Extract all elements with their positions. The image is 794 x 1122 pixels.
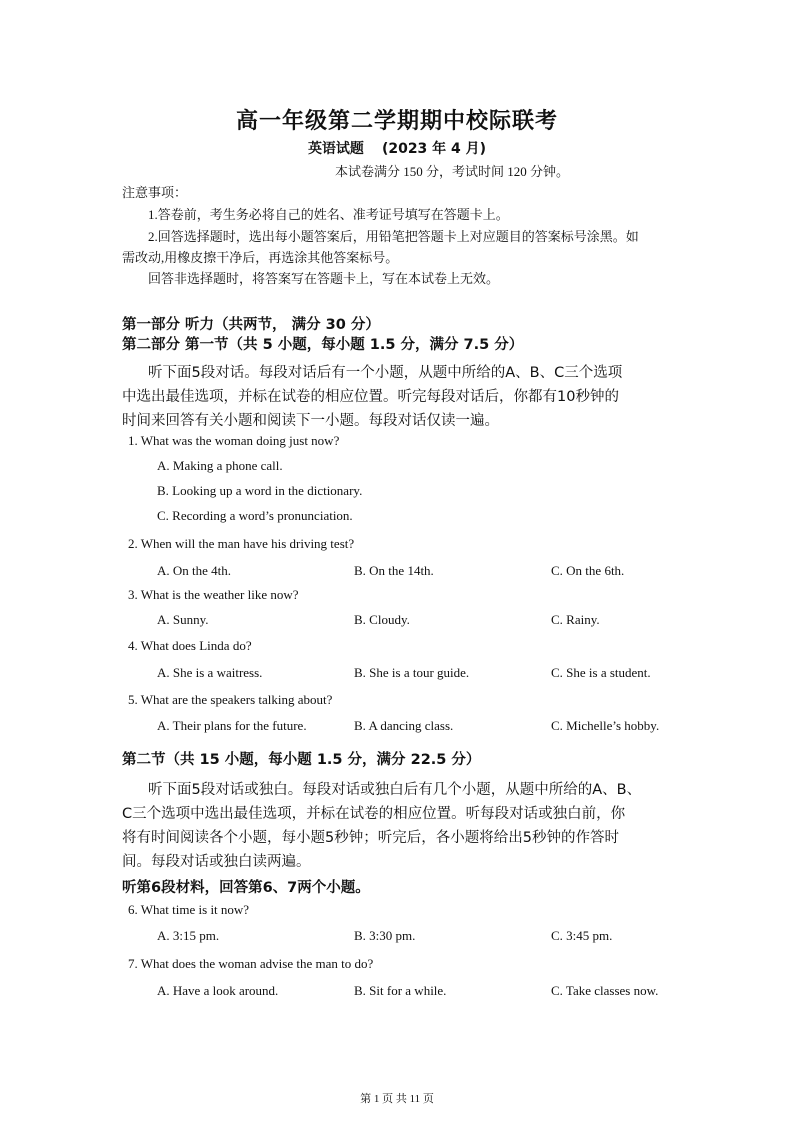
instruction-line: C三个选项中选出最佳选项，并标在试卷的相应位置。听每段对话或独白前，你 [122,806,626,822]
q1-option-c: C. Recording a word’s pronunciation. [157,508,353,523]
question-4: 4. What does Linda do? [128,638,252,653]
q1-option-b: B. Looking up a word in the dictionary. [157,483,363,498]
question-1: 1. What was the woman doing just now? [128,433,340,448]
q7-option-c: C. Take classes now. [551,983,659,998]
subject-label: 英语试题 [307,141,364,157]
question-5: 5. What are the speakers talking about? [128,692,333,707]
exam-title: 高一年级第二学期期中校际联考 [235,109,558,134]
question-2: 2. When will the man have his driving test? [128,536,355,551]
score-info: 本试卷满分 150 分，考试时间 120 分钟。 [334,164,569,179]
exam-date: (2023 年 4 月) [381,141,487,157]
q5-option-a: A. Their plans for the future. [157,718,307,733]
q7-option-a: A. Have a look around. [157,983,279,998]
notes-heading: 注意事项： [122,185,188,200]
q7-option-b: B. Sit for a while. [354,983,447,998]
q4-option-c: C. She is a student. [551,665,651,680]
q5-option-c: C. Michelle’s hobby. [551,718,660,733]
q2-option-c: C. On the 6th. [551,563,625,578]
section2-heading: 第二节（共 15 小题，每小题 1.5 分，满分 22.5 分） [122,752,481,768]
question-7: 7. What does the woman advise the man to do? [128,956,374,971]
q3-option-a: A. Sunny. [157,612,209,627]
note-item: 1.答卷前，考生务必将自己的姓名、准考证号填写在答题卡上。 [148,207,509,222]
q2-option-a: A. On the 4th. [157,563,232,578]
q6-option-b: B. 3:30 pm. [354,928,416,943]
q3-option-c: C. Rainy. [551,612,600,627]
instruction-line: 听下面5段对话。每段对话后有一个小题，从题中所给的A、B、C三个选项 [148,365,623,381]
q2-option-b: B. On the 14th. [354,563,434,578]
page-footer: 第 1 页 共 11 页 [360,1093,434,1105]
material-6-heading: 听第6段材料，回答第6、7两个小题。 [122,880,370,896]
instruction-line: 将有时间阅读各个小题，每小题5秒钟；听完后，各小题将给出5秒钟的作答时 [122,830,619,846]
q4-option-a: A. She is a waitress. [157,665,263,680]
q5-option-b: B. A dancing class. [354,718,454,733]
instruction-line: 时间来回答有关小题和阅读下一小题。每段对话仅读一遍。 [122,413,499,429]
instruction-line: 间。每段对话或独白读两遍。 [122,854,311,870]
question-3: 3. What is the weather like now? [128,587,299,602]
q6-option-c: C. 3:45 pm. [551,928,613,943]
q1-option-a: A. Making a phone call. [157,458,283,473]
exam-subtitle [0,138,794,158]
q4-option-b: B. She is a tour guide. [354,665,470,680]
question-6: 6. What time is it now? [128,902,250,917]
q3-option-b: B. Cloudy. [354,612,410,627]
instruction-line: 听下面5段对话或独白。每段对话或独白后有几个小题，从题中所给的A、B、 [148,782,642,798]
q6-option-a: A. 3:15 pm. [157,928,220,943]
section1-heading: 第二部分 第一节（共 5 小题，每小题 1.5 分，满分 7.5 分） [122,337,524,353]
note-item: 需改动,用橡皮擦干净后，再选涂其他答案标号。 [122,250,399,265]
note-item: 回答非选择题时，将答案写在答题卡上，写在本试卷上无效。 [148,271,500,286]
instruction-line: 中选出最佳选项，并标在试卷的相应位置。听完每段对话后，你都有10秒钟的 [122,389,619,405]
note-item: 2.回答选择题时，选出每小题答案后，用铅笔把答题卡上对应题目的答案标号涂黑。如 [148,229,639,244]
part1-heading: 第一部分 听力（共两节， 满分 30 分） [122,317,380,333]
